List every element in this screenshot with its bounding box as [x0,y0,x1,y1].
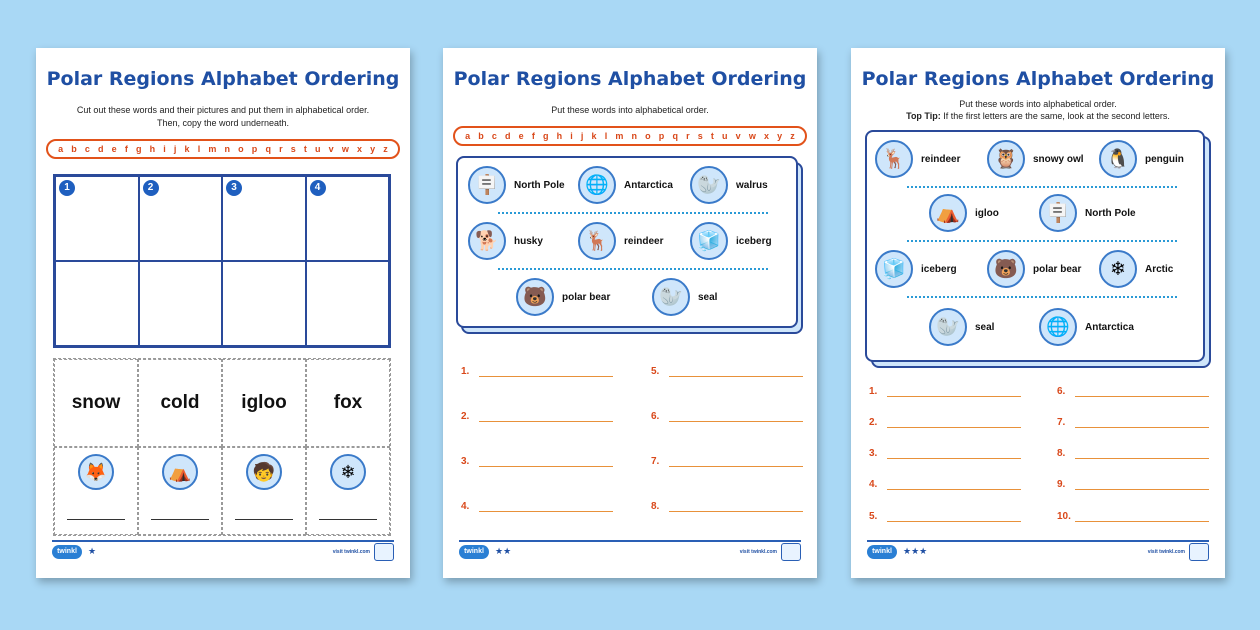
quality-badge-icon [1189,543,1209,561]
word-bank [865,130,1205,362]
word-item [468,166,565,204]
picture-card[interactable] [54,447,138,535]
alphabet-letter: k [591,131,597,141]
footer [867,540,1209,562]
word-item [1099,140,1184,178]
word-item [1039,194,1136,232]
answer-line[interactable] [869,386,1021,397]
alphabet-letter: y [370,144,376,154]
alphabet-letter: x [763,131,769,141]
twinkl-logo: twinkl [459,545,489,559]
answer-box[interactable] [55,261,139,346]
signpost-icon: 🪧 [1039,194,1077,232]
instruction-line-1: Cut out these words and their pictures and put them in alphabetical order. [76,105,370,115]
alphabet-letter: l [604,131,608,141]
answer-line[interactable] [461,411,613,422]
word-label: Antarctica [624,179,673,191]
word-label: reindeer [921,153,961,165]
alphabet-letter: t [303,144,307,154]
word-label: penguin [1145,153,1184,165]
site-link[interactable]: visit twinkl.com [332,549,370,555]
word-item [578,166,673,204]
answer-number: 2. [869,417,878,428]
quality-badge-icon [374,543,394,561]
answer-line[interactable] [869,479,1021,490]
alphabet-letter: j [580,131,584,141]
word-label: polar bear [1033,263,1082,275]
word-item [875,140,960,178]
word-label: reindeer [624,235,664,247]
alphabet-letter: k [184,144,190,154]
owl-icon: 🦉 [987,140,1025,178]
word-card[interactable] [54,359,138,447]
alphabet-letter: c [84,144,90,154]
word-item [929,308,994,346]
polar-bear-icon: 🐻 [987,250,1025,288]
write-line [67,519,125,520]
instruction: Put these words into alphabetical order. [551,105,709,115]
child-winter-icon: 🧒 [246,454,282,490]
alphabet-letter: c [491,131,497,141]
answer-box[interactable] [139,261,223,346]
site-link[interactable]: visit twinkl.com [1147,549,1185,555]
alphabet-letter: d [505,131,511,141]
answer-line[interactable] [651,366,803,377]
answer-box[interactable] [222,261,306,346]
picture-card[interactable] [222,447,306,535]
answer-line[interactable] [1057,479,1209,490]
picture-card[interactable] [306,447,390,535]
card-word: fox [333,392,363,413]
alphabet-letter: m [615,131,624,141]
word-label: husky [514,235,543,247]
alphabet-letter: i [163,144,166,154]
answer-number: 3. [461,456,470,467]
globe-icon: 🌐 [1039,308,1077,346]
answer-line[interactable] [461,501,613,512]
word-label: Arctic [1145,263,1174,275]
word-item [578,222,663,260]
word-item [1039,308,1134,346]
answer-number: 9. [1057,479,1066,490]
answer-number: 6. [651,411,660,422]
sheet-title: Polar Regions Alphabet Ordering [453,68,807,90]
answer-number: 8. [651,501,660,512]
igloo-icon: ⛺ [929,194,967,232]
word-label: iceberg [736,235,772,247]
instruction: Put these words into alphabetical order. [959,99,1117,109]
alphabet-strip [453,126,807,146]
alphabet-letter: p [251,144,258,154]
alphabet-letter: r [279,144,283,154]
word-item [929,194,999,232]
sheet-title: Polar Regions Alphabet Ordering [46,68,400,90]
card-word: igloo [241,392,287,413]
alphabet-letter: z [383,144,388,154]
signpost-icon: 🪧 [468,166,506,204]
answer-number: 4. [869,479,878,490]
word-card[interactable] [138,359,222,447]
word-label: igloo [975,207,999,219]
difficulty-stars: ★★★ [903,546,928,556]
alphabet-letter: f [531,131,535,141]
alphabet-letter: o [238,144,244,154]
answer-number: 1. [869,386,878,397]
write-line [319,519,377,520]
answer-number: 3. [869,448,878,459]
alphabet-letter: z [790,131,795,141]
worksheet-3 [851,48,1225,578]
box-number: 2 [143,180,159,196]
word-bank [456,156,798,328]
word-card[interactable] [306,359,390,447]
answer-number: 5. [651,366,660,377]
alphabet-letter: u [315,144,321,154]
alphabet-letter: s [290,144,296,154]
reindeer-icon: 🦌 [578,222,616,260]
write-line [235,519,293,520]
answer-number: 5. [869,511,878,522]
alphabet-letter: y [777,131,783,141]
arctic-fox-icon: 🦊 [78,454,114,490]
answer-number: 6. [1057,386,1066,397]
word-item [1099,250,1173,288]
alphabet-letter: n [224,144,231,154]
iceberg-icon: 🧊 [875,250,913,288]
dotted-divider [498,268,768,270]
top-tip [851,110,1225,122]
answer-line[interactable] [651,456,803,467]
answer-box[interactable] [55,176,139,261]
alphabet-letter: v [735,131,741,141]
footer [459,540,801,562]
answer-line[interactable] [1057,511,1209,522]
top-tip-text: If the first letters are the same, look at the second letters. [943,111,1170,121]
snowflake-icon: ❄ [330,454,366,490]
answer-line[interactable] [651,501,803,512]
word-label: snowy owl [1033,153,1084,165]
alphabet-letter: j [173,144,177,154]
sheet-title: Polar Regions Alphabet Ordering [861,68,1215,90]
answer-number: 4. [461,501,470,512]
polar-bear-icon: 🐻 [516,278,554,316]
answer-line[interactable] [461,366,613,377]
word-item [987,140,1084,178]
alphabet-letter: l [197,144,201,154]
alphabet-letter: b [478,131,484,141]
quality-badge-icon [781,543,801,561]
box-number: 1 [59,180,75,196]
word-label: North Pole [514,179,565,191]
alphabet-letter: a [465,131,471,141]
twinkl-logo: twinkl [52,545,82,559]
dotted-divider [907,186,1177,188]
twinkl-logo: twinkl [867,545,897,559]
answer-number: 8. [1057,448,1066,459]
dotted-divider [498,212,768,214]
footer [52,540,394,562]
cut-out-cards [53,358,391,536]
answer-line[interactable] [869,448,1021,459]
picture-card[interactable] [138,447,222,535]
answer-box[interactable] [306,261,390,346]
alphabet-letter: p [658,131,665,141]
word-label: iceberg [921,263,957,275]
word-item [690,222,772,260]
seal-icon: 🦭 [929,308,967,346]
word-item [987,250,1081,288]
alphabet-letter: s [697,131,703,141]
dotted-divider [907,240,1177,242]
word-card[interactable] [222,359,306,447]
alphabet-letter: q [265,144,271,154]
card-word: snow [71,392,121,413]
alphabet-letter: a [58,144,64,154]
alphabet-letter: q [672,131,678,141]
box-number: 3 [226,180,242,196]
alphabet-letter: w [341,144,349,154]
difficulty-stars: ★★ [495,546,512,556]
penguin-icon: 🐧 [1099,140,1137,178]
alphabet-letter: n [631,131,638,141]
answer-box[interactable] [222,176,306,261]
word-label: Antarctica [1085,321,1134,333]
walrus-icon: 🦭 [690,166,728,204]
dotted-divider [907,296,1177,298]
globe-icon: 🌐 [578,166,616,204]
word-item [652,278,717,316]
word-label: walrus [736,179,768,191]
instruction-line-2: Then, copy the word underneath. [156,118,290,128]
answer-line[interactable] [651,411,803,422]
alphabet-letter: e [111,144,117,154]
alphabet-letter: h [149,144,156,154]
alphabet-letter: r [686,131,690,141]
seal-icon: 🦭 [652,278,690,316]
alphabet-letter: m [208,144,217,154]
worksheet-1 [36,48,410,578]
answer-number: 10. [1057,511,1071,522]
answer-number: 1. [461,366,470,377]
reindeer-icon: 🦌 [875,140,913,178]
alphabet-letter: u [722,131,728,141]
word-label: North Pole [1085,207,1136,219]
snowflake-icon: ❄ [1099,250,1137,288]
alphabet-letter: x [356,144,362,154]
card-word: cold [160,392,200,413]
answer-grid [53,174,391,348]
word-item [875,250,957,288]
answer-line[interactable] [869,417,1021,428]
alphabet-letter: i [570,131,573,141]
alphabet-letter: e [518,131,524,141]
answer-box[interactable] [139,176,223,261]
alphabet-letter: h [556,131,563,141]
alphabet-letter: f [124,144,128,154]
alphabet-letter: t [710,131,714,141]
igloo-icon: ⛺ [162,454,198,490]
alphabet-letter: g [542,131,549,141]
difficulty-stars: ★ [88,546,97,556]
answer-number: 2. [461,411,470,422]
alphabet-letter: g [135,144,142,154]
answer-number: 7. [1057,417,1066,428]
top-tip-label: Top Tip: [906,111,941,121]
answer-line[interactable] [461,456,613,467]
worksheet-2 [443,48,817,578]
alphabet-letter: d [98,144,104,154]
iceberg-icon: 🧊 [690,222,728,260]
word-label: seal [975,321,995,333]
answer-line[interactable] [1057,386,1209,397]
answer-line[interactable] [1057,448,1209,459]
word-label: seal [698,291,718,303]
answer-line[interactable] [1057,417,1209,428]
word-label: polar bear [562,291,611,303]
site-link[interactable]: visit twinkl.com [739,549,777,555]
husky-icon: 🐕 [468,222,506,260]
answer-box[interactable] [306,176,390,261]
write-line [151,519,209,520]
alphabet-letter: v [328,144,334,154]
alphabet-strip [46,139,400,159]
word-item [690,166,768,204]
alphabet-letter: o [645,131,651,141]
answer-number: 7. [651,456,660,467]
word-item [468,222,543,260]
alphabet-letter: w [748,131,756,141]
word-item [516,278,610,316]
alphabet-letter: b [71,144,77,154]
answer-line[interactable] [869,511,1021,522]
box-number: 4 [310,180,326,196]
